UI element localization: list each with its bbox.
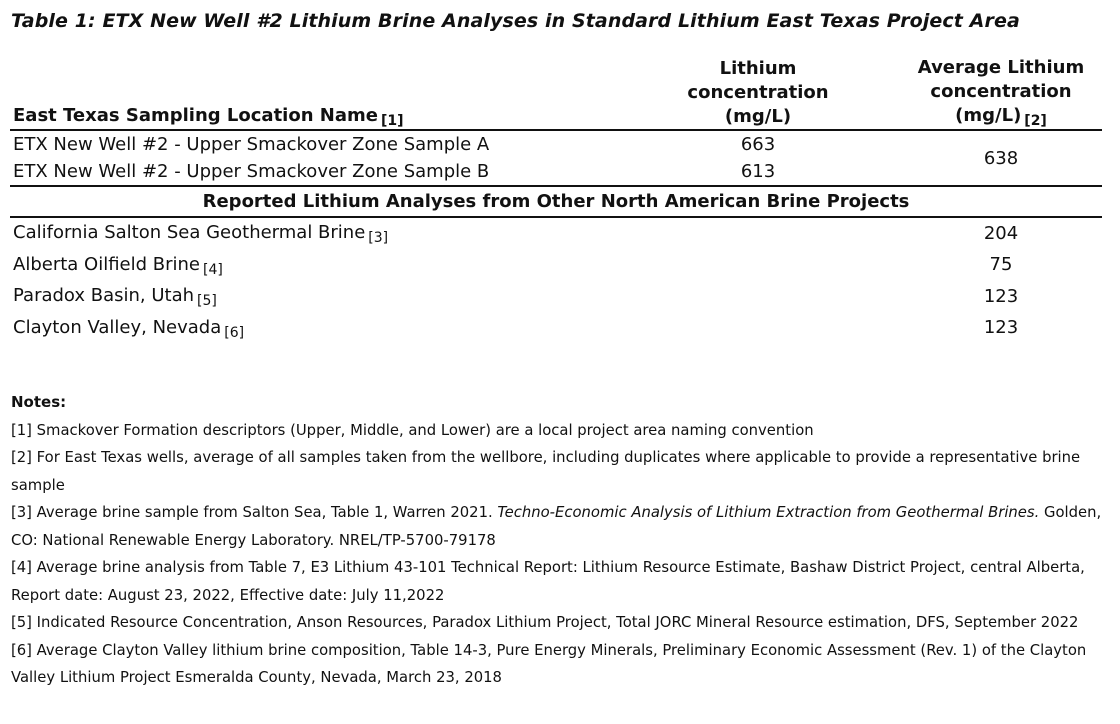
table-row (10, 250, 1102, 282)
other-row-value: 123 (983, 285, 1019, 307)
header-average-unit: (mg/L) (955, 105, 1022, 126)
other-row-empty (616, 250, 900, 282)
note-3-text: [3] Average brine sample from Salton Sea, Table 1, Warren 2021. (11, 504, 498, 521)
etx-sample-b-name: ETX New Well #2 - Upper Smackover Zone Sample B (10, 158, 616, 186)
other-row-name (10, 281, 616, 313)
notes-section (11, 389, 1106, 692)
table-row (10, 313, 1102, 345)
header-location-label: East Texas Sampling Location Name (13, 105, 378, 126)
header-concentration-line-3: (mg/L) (724, 106, 792, 127)
lithium-analyses-table (10, 56, 1102, 344)
etx-sample-a-value: 663 (740, 134, 776, 155)
note-3 (11, 499, 1106, 554)
other-row-empty (616, 281, 900, 313)
other-row-label: Alberta Oilfield Brine (13, 253, 200, 275)
header-concentration (616, 56, 900, 130)
other-row-value: 204 (983, 222, 1019, 244)
table-row (10, 130, 1102, 158)
etx-average-value: 638 (900, 130, 1102, 186)
other-row-ref: [3] (368, 230, 389, 246)
header-average (900, 56, 1102, 130)
header-average-line-1: Average Lithium (917, 57, 1085, 78)
other-row-label: Paradox Basin, Utah (13, 285, 195, 306)
header-average-line-3 (903, 104, 1099, 129)
other-row-name (10, 250, 616, 282)
note-2: [2] For East Texas wells, average of all samples taken from the wellbore, including duplicates where applicable to provide a representative brine sample (11, 449, 1081, 494)
note-1: [1] Smackover Formation descriptors (Upper, Middle, and Lower) are a local project area naming convention (11, 421, 814, 439)
other-projects-subheading: Reported Lithium Analyses from Other North American Brine Projects (10, 186, 1102, 217)
table-title: Table 1: ETX New Well #2 Lithium Brine Analyses in Standard Lithium East Texas Project Area (11, 10, 1020, 32)
etx-sample-a-name: ETX New Well #2 - Upper Smackover Zone Sample A (13, 134, 490, 155)
note-4: [4] Average brine analysis from Table 7, E3 Lithium 43-101 Technical Report: Lithium Resource Estimate, Bashaw District Project, central Alberta, Report date: August 23, 2022, Effective date: July 11,2022 (11, 559, 1085, 604)
other-row-label: Clayton Valley, Nevada (13, 316, 222, 338)
header-concentration-line-1: Lithium (719, 58, 797, 79)
etx-sample-b-value: 613 (616, 158, 900, 186)
note-6: [6] Average Clayton Valley lithium brine composition, Table 14-3, Pure Energy Minerals, Preliminary Economic Assessment (Rev. 1) of the Clayton Valley Lithium Project Esmeralda County, Nevada, March 23, 2018 (11, 641, 1087, 686)
table-row (10, 217, 1102, 250)
other-row-ref: [6] (224, 324, 245, 341)
header-concentration-line-2: concentration (687, 82, 829, 103)
header-location-ref: [1] (380, 113, 404, 129)
other-row-empty (616, 313, 900, 345)
other-row-name (10, 217, 616, 250)
header-average-line-2: concentration (930, 81, 1072, 102)
note-5: [5] Indicated Resource Concentration, Anson Resources, Paradox Lithium Project, Total JORC Mineral Resource estimation, DFS, September 2022 (11, 614, 1079, 631)
note-3-publication-title: Techno-Economic Analysis of Lithium Extraction from Geothermal Brines. (497, 504, 1040, 521)
table-subheading-row (10, 186, 1102, 217)
other-row-empty (616, 217, 900, 250)
note-3-publisher: Golden, CO: National Renewable Energy Laboratory. NREL/TP-5700-79178 (11, 504, 1102, 549)
header-average-ref: [2] (1024, 113, 1047, 129)
other-row-ref: [4] (203, 261, 223, 278)
table-row (10, 281, 1102, 313)
header-location (10, 56, 616, 130)
other-row-label: California Salton Sea Geothermal Brine (13, 222, 366, 243)
other-row-ref: [5] (197, 293, 217, 309)
other-row-value: 75 (989, 254, 1013, 275)
other-row-name (10, 313, 616, 345)
notes-heading: Notes: (11, 393, 67, 411)
table-header-row (10, 56, 1102, 130)
other-row-value: 123 (983, 317, 1019, 338)
